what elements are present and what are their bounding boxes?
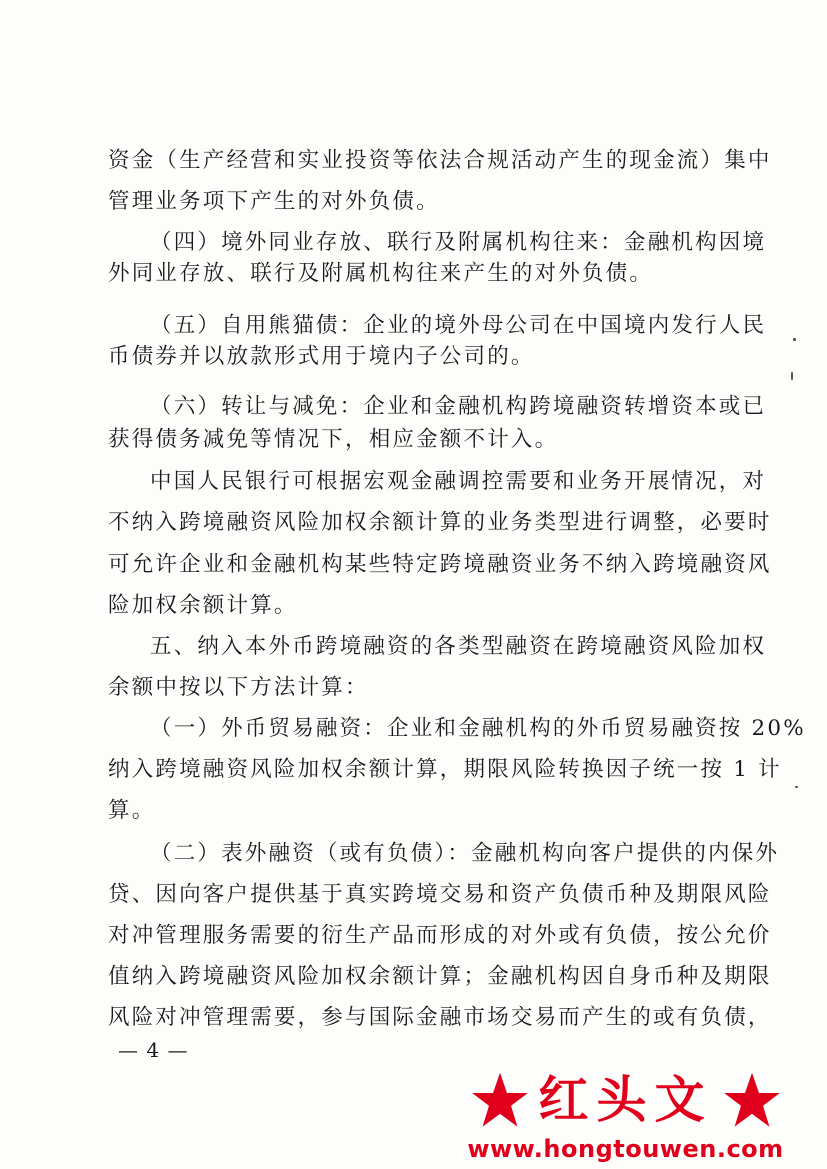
text-line: 获得债务减免等情况下，相应金额不计入。 <box>108 427 559 452</box>
watermark-title: 红头文 <box>538 1071 713 1129</box>
watermark-url: www.hongtouwen.com <box>467 1135 784 1163</box>
text-line: 币债券并以放款形式用于境内子公司的。 <box>108 344 535 369</box>
watermark-title-row <box>438 1068 813 1132</box>
text-line: 余额中按以下方法计算： <box>108 675 369 700</box>
text-line: 外同业存放、联行及附属机构往来产生的对外负债。 <box>108 261 654 286</box>
text-line: 中国人民银行可根据宏观金融调控需要和业务开展情况，对 <box>150 469 767 494</box>
text-line: 险加权余额计算。 <box>108 593 298 618</box>
text-line: （一）外币贸易融资：企业和金融机构的外币贸易融资按 20% <box>150 716 806 741</box>
star-icon <box>471 1071 529 1129</box>
text-line: 可允许企业和金融机构某些特定跨境融资业务不纳入跨境融资风 <box>108 552 772 577</box>
text-line: 风险对冲管理需要，参与国际金融市场交易而产生的或有负债， <box>108 1005 772 1030</box>
text-line: （五）自用熊猫债：企业的境外母公司在中国境内发行人民 <box>150 313 767 338</box>
text-line: 纳入跨境融资风险加权余额计算，期限风险转换因子统一按 1 计 <box>108 757 782 782</box>
text-line: 不纳入跨境融资风险加权余额计算的业务类型进行调整，必要时 <box>108 510 772 535</box>
scan-speck <box>791 372 793 380</box>
text-line: 对冲管理服务需要的衍生产品而形成的对外或有负债，按公允价 <box>108 923 772 948</box>
text-line: 五、纳入本外币跨境融资的各类型融资在跨境融资风险加权 <box>150 634 767 659</box>
text-line: 算。 <box>108 798 156 823</box>
text-line: 值纳入跨境融资风险加权余额计算；金融机构因自身币种及期限 <box>108 964 772 989</box>
scan-speck <box>795 786 798 788</box>
page-number: — 4 — <box>118 1038 189 1062</box>
text-line: （六）转让与减免：企业和金融机构跨境融资转增资本或已 <box>150 394 767 419</box>
text-line: 贷、因向客户提供基于真实跨境交易和资产负债币种及期限风险 <box>108 882 772 907</box>
star-icon <box>723 1071 781 1129</box>
text-line: （四）境外同业存放、联行及附属机构往来：金融机构因境 <box>150 230 767 255</box>
scan-speck <box>793 338 796 341</box>
text-line: 资金（生产经营和实业投资等依法合规活动产生的现金流）集中 <box>108 148 772 173</box>
watermark <box>438 1068 813 1168</box>
text-line: （二）表外融资（或有负债）：金融机构向客户提供的内保外 <box>150 841 780 866</box>
text-line: 管理业务项下产生的对外负债。 <box>108 189 440 214</box>
